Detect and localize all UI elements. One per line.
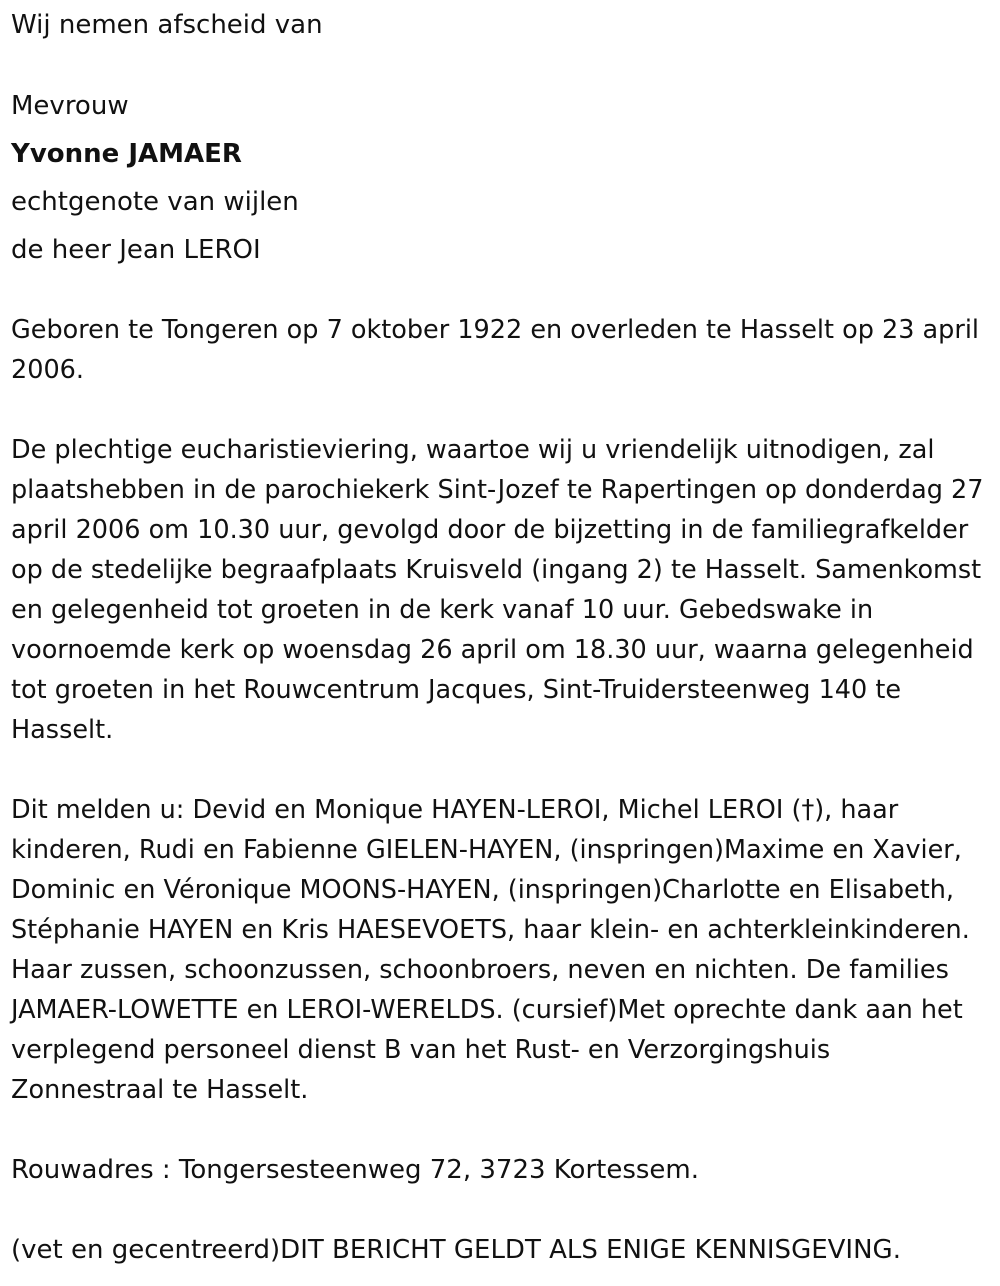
salutation: Mevrouw — [11, 91, 129, 121]
mourning-address: Rouwadres : Tongersesteenweg 72, 3723 Kortessem. — [11, 1155, 700, 1185]
intro-text: Wij nemen afscheid van — [11, 10, 323, 40]
deceased-name: Yvonne JAMAER — [11, 139, 242, 169]
ceremony-paragraph: De plechtige eucharistieviering, waartoe wij u vriendelijk uitnodigen, zal plaatshebben in de parochiekerk Sint-Jozef te Rapertingen op donderdag 27 april 2006 om 10.30 uur, gevolgd door de bijzetting in de familiegrafkelder op de stedelijke begraafplaats Kruisveld (ingang 2) te Hasselt. Samenkomst en gelegenheid tot groeten in de kerk vanaf 10 uur. Gebedswake in voornoemde kerk op woensdag 26 april om 18.30 uur, waarna gelegenheid tot groeten in het Rouwcentrum Jacques, Sint-Truidersteenweg 140 te Hasselt. — [11, 435, 984, 745]
closing-statement: (vet en gecentreerd)DIT BERICHT GELDT ALS ENIGE KENNISGEVING. — [11, 1235, 901, 1265]
relation-line-1: echtgenote van wijlen — [11, 187, 299, 217]
relation-line-2: de heer Jean LEROI — [11, 235, 261, 265]
family-paragraph: Dit melden u: Devid en Monique HAYEN-LEROI, Michel LEROI (†), haar kinderen, Rudi en Fabienne GIELEN-HAYEN, (inspringen)Maxime en Xavier, Dominic en Véronique MOONS-HAYEN, (inspringen)Charlotte en Elisabeth, Stéphanie HAYEN en Kris HAESEVOETS, haar klein- en achterkleinkinderen. Haar zussen, schoonzussen, schoonbroers, neven en nichten. De families JAMAER-LOWETTE en LEROI-WERELDS. (cursief)Met oprechte dank aan het verplegend personeel dienst B van het Rust- en Verzorgingshuis Zonnestraal te Hasselt. — [11, 795, 970, 1105]
birth-death-paragraph: Geboren te Tongeren op 7 oktober 1922 en overleden te Hasselt op 23 april 2006. — [11, 315, 980, 385]
